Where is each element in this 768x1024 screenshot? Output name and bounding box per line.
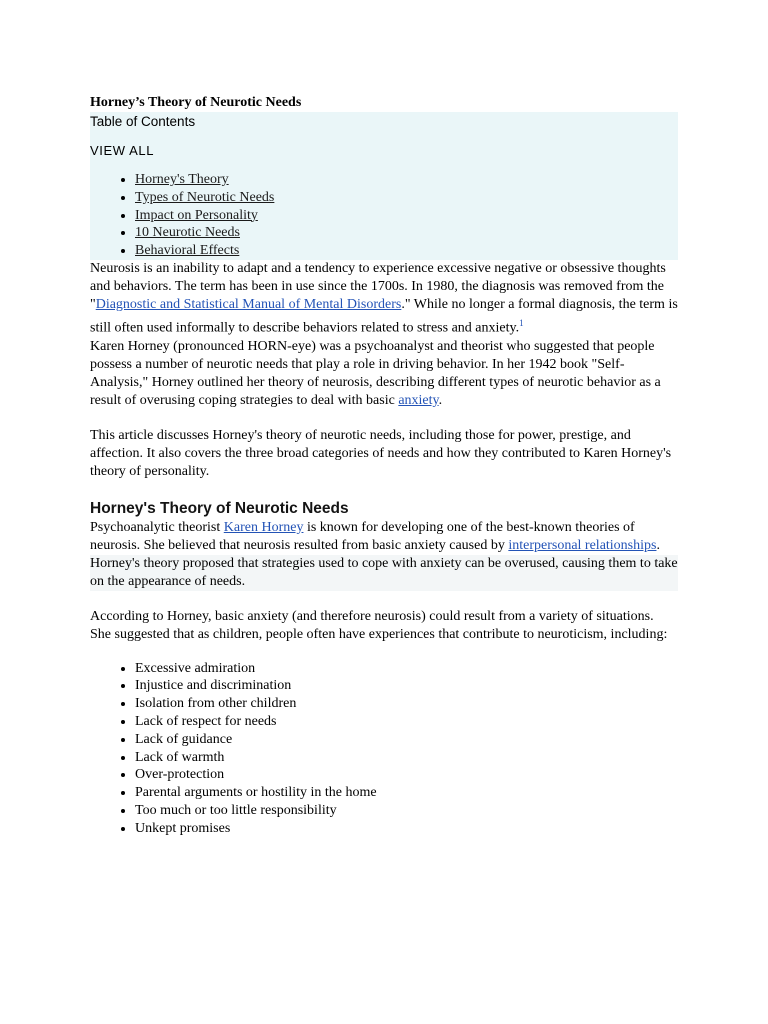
list-item xyxy=(135,242,678,260)
toc-link-horneys-theory[interactable]: Horney's Theory xyxy=(135,172,229,187)
toc-link-types-of-neurotic-needs[interactable]: Types of Neurotic Needs xyxy=(135,189,275,205)
list-item: • Isolation from other children xyxy=(135,695,678,713)
article xyxy=(90,94,678,838)
list-item: • Parental arguments or hostility in the home xyxy=(135,784,678,802)
list-item xyxy=(135,224,678,242)
list-item xyxy=(135,207,678,225)
causes-intro-paragraph: According to Horney, basic anxiety (and therefore neurosis) could result from a variety of situations. She suggested that as children, people often have experiences that contribute to neuroticism, including: xyxy=(90,608,668,642)
list-item: • Too much or too little responsibility xyxy=(135,802,678,820)
list-item: • Lack of guidance xyxy=(135,731,678,749)
toc-link-impact-on-personality[interactable]: Impact on Personality xyxy=(135,207,258,223)
list-item xyxy=(135,189,678,207)
text: is known for developing one of the best-known theories of neurosis. She believed that neurosis resulted from basic anxiety caused by xyxy=(90,519,635,553)
toc-link-behavioral-effects[interactable]: Behavioral Effects xyxy=(135,243,240,259)
table-of-contents xyxy=(90,112,678,260)
toc-list xyxy=(90,171,678,260)
view-all-button[interactable]: VIEW ALL xyxy=(90,143,155,158)
list-item xyxy=(135,171,678,189)
list-item: • Lack of warmth xyxy=(135,749,678,767)
article-title: Horney’s Theory of Neurotic Needs xyxy=(90,95,302,110)
section-heading: Horney's Theory of Neurotic Needs xyxy=(90,499,349,517)
text: Psychoanalytic theorist xyxy=(90,519,224,535)
list-item: • Injustice and discrimination xyxy=(135,677,678,695)
intro-paragraph xyxy=(90,260,678,338)
list-item: • Excessive admiration xyxy=(135,660,678,678)
causes-list xyxy=(90,660,678,838)
text: . xyxy=(656,537,660,553)
text: . xyxy=(438,392,443,408)
dsm-link[interactable]: Diagnostic and Statistical Manual of Mental Disorders xyxy=(95,296,402,312)
highlight-note: Horney's theory proposed that strategies used to cope with anxiety can be overused, causing them to take on the appearance of needs. xyxy=(90,555,678,589)
karen-horney-link[interactable]: Karen Horney xyxy=(223,519,304,535)
horney-paragraph xyxy=(90,338,678,410)
list-item: • Unkept promises xyxy=(135,820,678,838)
theorist-paragraph xyxy=(90,519,678,555)
anxiety-link[interactable]: anxiety xyxy=(398,392,439,408)
list-item: • Over-protection xyxy=(135,766,678,784)
text: Neurosis is an inability to adapt and a tendency to experience excessive negative or obsessive thoughts and behaviors. The term has been in use since the 1700s. In 1980, the diagnosis was removed from the " xyxy=(90,260,666,312)
text: ." While no longer a formal diagnosis, the term is still often used informally to describe behaviors related to stress and anxiety. xyxy=(90,296,678,336)
toc-heading: Table of Contents xyxy=(90,114,196,129)
text: Karen Horney (pronounced HORN-eye) was a psychoanalyst and theorist who suggested that people possess a number of neurotic needs that play a role in driving behavior. In her 1942 book "Self-Analysis," Horney outlined her theory of neurosis, describing different types of neurotic behavior as a result of overusing coping strategies to deal with basic xyxy=(90,338,661,408)
list-item: • Lack of respect for needs xyxy=(135,713,678,731)
interpersonal-relationships-link[interactable]: interpersonal relationships xyxy=(508,537,657,553)
toc-link-10-neurotic-needs[interactable]: 10 Neurotic Needs xyxy=(135,225,240,241)
citation-link[interactable]: 1 xyxy=(519,317,524,328)
summary-paragraph: This article discusses Horney's theory of neurotic needs, including those for power, prestige, and affection. It also covers the three broad categories of needs and how they contributed to Karen Horney's theory of personality. xyxy=(90,427,672,479)
